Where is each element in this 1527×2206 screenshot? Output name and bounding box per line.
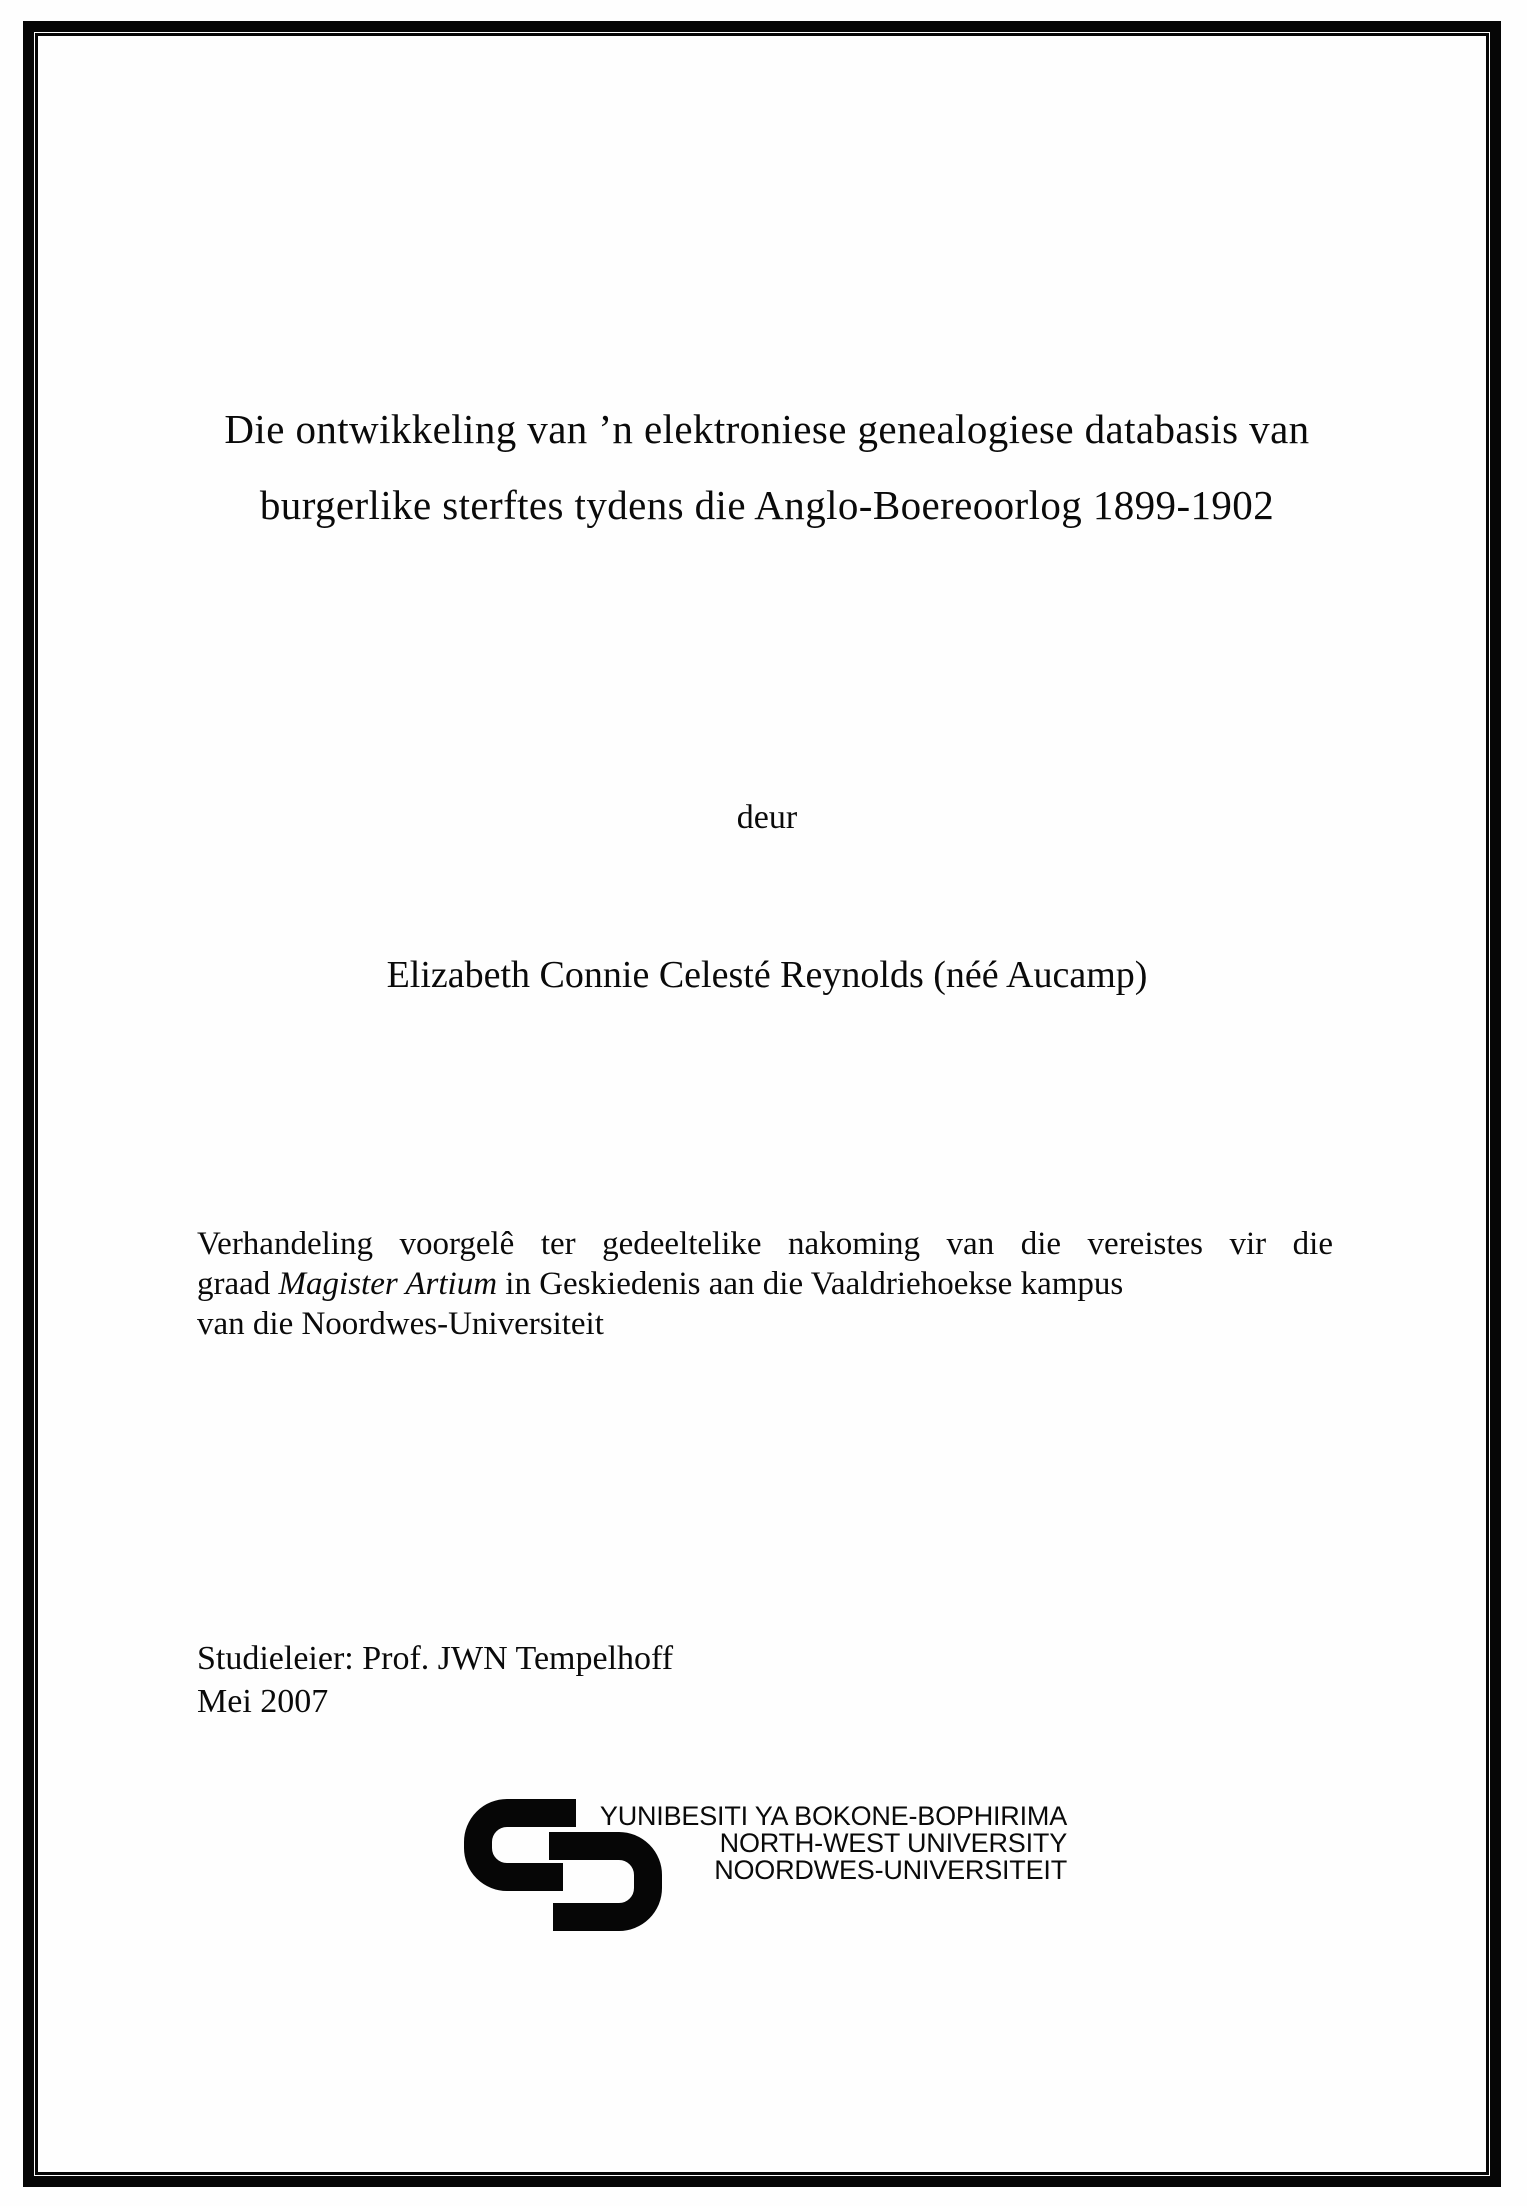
date-line: Mei 2007 — [197, 1683, 329, 1720]
logo-text-afrikaans: NOORDWES-UNIVERSITEIT — [714, 1855, 1067, 1885]
degree-statement-degree-name: Magister Artium — [278, 1266, 498, 1302]
university-logo — [463, 1799, 1075, 1939]
thesis-title — [197, 391, 1337, 543]
degree-statement-line1: Verhandeling voorgelê ter gedeeltelike nakoming van die vereistes vir die — [197, 1226, 1333, 1262]
supervisor-block — [197, 1637, 673, 1723]
logo-text-setswana: YUNIBESITI YA BOKONE-BOPHIRIMA — [599, 1801, 1067, 1831]
logo-text-english: NORTH-WEST UNIVERSITY — [719, 1828, 1067, 1858]
degree-statement-line3: van die Noordwes-Universiteit — [197, 1306, 604, 1342]
university-logo-wordmark — [581, 1803, 1067, 1884]
degree-statement — [197, 1224, 1333, 1344]
thesis-title-line1: Die ontwikkeling van ’n elektroniese genealogiese databasis van — [224, 406, 1310, 452]
supervisor-line: Studieleier: Prof. JWN Tempelhoff — [197, 1640, 674, 1677]
degree-statement-line2 — [197, 1264, 1333, 1304]
thesis-title-line2: burgerlike sterftes tydens die Anglo-Boereoorlog 1899-1902 — [259, 482, 1275, 528]
author-name: Elizabeth Connie Celesté Reynolds (néé Aucamp) — [386, 954, 1148, 996]
degree-statement-line2-prefix: graad — [197, 1266, 279, 1302]
degree-statement-line2-suffix: in Geskiedenis aan die Vaaldriehoekse kampus — [497, 1266, 1124, 1302]
byline-label: deur — [736, 799, 798, 836]
